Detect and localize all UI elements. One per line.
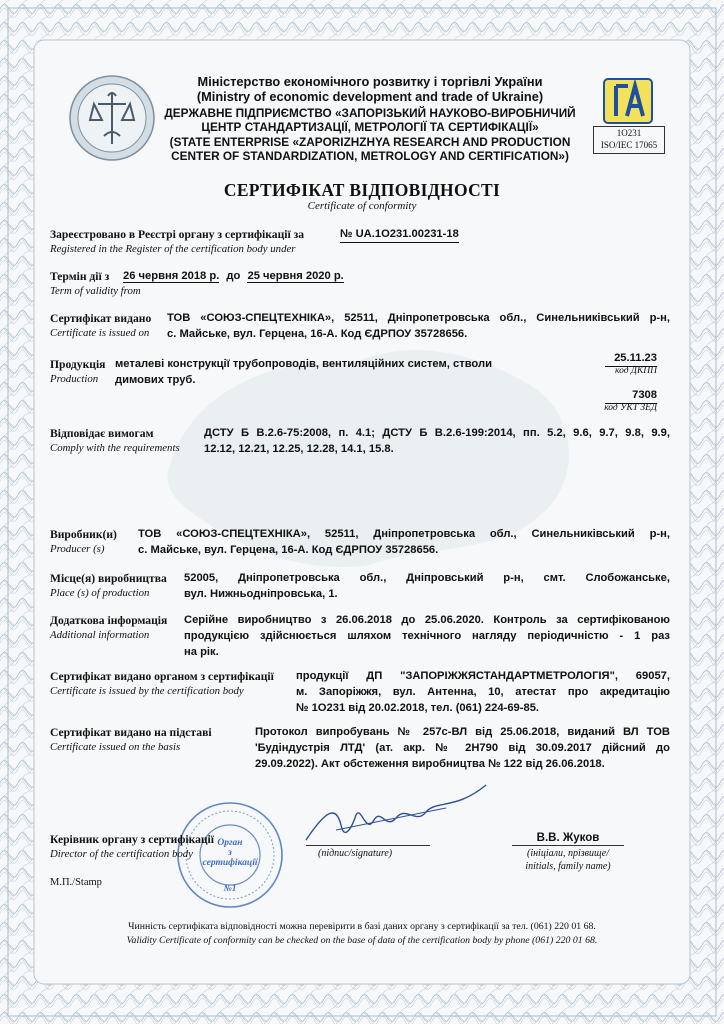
stamp-line3: сертифікації: [202, 858, 258, 868]
product-line1: металеві конструкції трубопроводів, вентиляційних систем, стволи: [115, 358, 492, 370]
accreditation-code: 1O231: [616, 128, 642, 138]
name-caption-1: (ініціали, прізвище/: [526, 848, 610, 859]
validity-label-ua: Термін дії з: [50, 270, 110, 283]
product-label-en: Production: [50, 373, 99, 385]
place-line2: вул. Нижньодніпровська, 1.: [184, 588, 338, 600]
requirements-label-ua: Відповідає вимогам: [50, 427, 154, 440]
issued-to-line2: с. Майське, вул. Герцена, 16-А. Код ЄДРПОУ 35728656.: [167, 328, 468, 340]
issued-by-label-ua: Сертифікат видано органом з сертифікації: [50, 670, 274, 683]
accreditation-standard: ISO/IEC 17065: [600, 140, 658, 150]
issued-to-label-en: Certificate is issued on: [50, 327, 150, 339]
issued-by-line1: продукції ДП "ЗАПОРІЖЖЯСТАНДАРТМЕТРОЛОГІЯ", 69057,: [296, 670, 670, 682]
product-label-ua: Продукція: [50, 358, 106, 371]
stamp-place-label: М.П./Stamp: [50, 877, 102, 888]
enterprise-en-2: CENTER OF STANDARDIZATION, METROLOGY AND CERTIFICATION»): [171, 149, 569, 163]
ukt-code: 7308: [605, 387, 657, 404]
issued-to-label-ua: Сертифікат видано: [50, 312, 152, 325]
additional-line1: Серійне виробництво з 26.06.2018 до 25.06.2020. Контроль за сертифікованою: [184, 614, 670, 626]
footer-en: Validity Certificate of conformity can be checked on the base of data of the certification body by phone (061) 220 01 68.: [126, 935, 598, 946]
basis-line2: 'Будіндустрія ЛТД' (ат. акр. № 2Н790 від 30.09.2017 дійсний до: [255, 742, 670, 754]
producer-line2: с. Майське, вул. Герцена, 16-А. Код ЄДРПОУ 35728656.: [138, 544, 439, 556]
validity-label-en: Term of validity from: [50, 285, 141, 297]
basis-line3: 29.09.2022). Акт обстеження виробництва № 122 від 26.06.2018.: [255, 758, 605, 770]
validity-from: 26 червня 2018 р.: [123, 270, 220, 282]
enterprise-ua-1: ДЕРЖАВНЕ ПІДПРИЄМСТВО «ЗАПОРІЗЬКИЙ НАУКОВО-ВИРОБНИЧИЙ: [164, 106, 576, 120]
name-line: [512, 845, 624, 846]
stamp-number: №1: [223, 883, 237, 893]
issued-by-label-en: Certificate is issued by the certification body: [50, 685, 244, 697]
validity-to-word: до: [226, 270, 241, 282]
place-label-en: Place (s) of production: [50, 587, 150, 599]
additional-line3: на рік.: [184, 646, 219, 658]
director-name: В.В. Жуков: [536, 832, 600, 844]
producer-line1: ТОВ «СОЮЗ-СПЕЦТЕХНІКА», 52511, Дніпропетровська обл., Синельниківський р-н,: [138, 528, 670, 540]
dkpp-label: код ДКПП: [615, 366, 657, 376]
issued-to-line1: ТОВ «СОЮЗ-СПЕЦТЕХНІКА», 52511, Дніпропетровська обл., Синельниківський р-н,: [167, 312, 670, 324]
registered-label-en: Registered in the Register of the certification body under: [50, 243, 296, 255]
producer-label-en: Producer (s): [50, 543, 105, 555]
place-label-ua: Місце(я) виробництва: [50, 572, 167, 585]
signature-line: [306, 845, 430, 846]
handwritten-signature: [296, 780, 496, 855]
additional-label-en: Additional information: [50, 629, 150, 641]
basis-line1: Протокол випробувань № 257с-ВЛ від 25.06.2018, виданий ВЛ ТОВ: [255, 726, 670, 738]
signature-caption: (підпис/signature): [318, 848, 393, 859]
validity-range: [123, 268, 344, 284]
stamp-line2: з: [228, 848, 232, 858]
accreditation-box: [593, 126, 665, 154]
validity-to: 25 червня 2020 р.: [247, 270, 344, 282]
registered-label-ua: Зареєстровано в Реєстрі органу з сертифікації за: [50, 228, 305, 241]
dkpp-code: 25.11.23: [605, 350, 657, 367]
basis-label-ua: Сертифікат видано на підставі: [50, 726, 212, 739]
ministry-en: (Ministry of economic development and trade of Ukraine): [196, 89, 544, 104]
basis-label-en: Certificate issued on the basis: [50, 741, 181, 753]
issued-by-line2: м. Запоріжжя, вул. Антенна, 10, атестат про акредитацію: [296, 686, 670, 698]
requirements-line1: ДСТУ Б В.2.6-75:2008, п. 4.1; ДСТУ Б В.2.6-199:2014, пп. 5.2, 9.6, 9.7, 9.8, 9.9,: [204, 427, 670, 439]
ukt-label: код УКТ ЗЕД: [604, 403, 657, 413]
ministry-ua: Міністерство економічного розвитку і торгівлі України: [197, 74, 543, 89]
registration-number: № UA.1O231.00231-18: [340, 226, 459, 243]
stamp-line1: Орган: [217, 838, 243, 848]
product-line2: димових труб.: [115, 374, 196, 386]
enterprise-ua-2: ЦЕНТР СТАНДАРТИЗАЦІЇ, МЕТРОЛОГІЇ ТА СЕРТИФІКАЦІЇ»: [201, 120, 539, 134]
additional-line2: продукцією здійснюється шляхом технічного нагляду періодичністю - 1 раз: [184, 630, 670, 642]
certificate-title: СЕРТИФІКАТ ВІДПОВІДНОСТІ: [223, 180, 501, 200]
producer-label-ua: Виробник(и): [50, 528, 117, 541]
director-label-en: Director of the certification body: [50, 848, 193, 860]
issued-by-line3: № 1O231 від 20.02.2018, тел. (061) 224-69-85.: [296, 702, 540, 714]
director-label-ua: Керівник органу з сертифікації: [50, 833, 214, 846]
requirements-line2: 12.12, 12.21, 12.25, 12.28, 14.1, 15.8.: [204, 443, 394, 455]
certificate-subtitle: Certificate of conformity: [307, 200, 417, 212]
requirements-label-en: Comply with the requirements: [50, 442, 180, 454]
footer-ua: Чинність сертифіката відповідності можна перевірити в базі даних органу з сертифікації за тел. (061) 220 01 68.: [128, 921, 596, 932]
additional-label-ua: Додаткова інформація: [50, 614, 168, 627]
name-caption-2: initials, family name): [525, 861, 611, 872]
enterprise-en-1: (STATE ENTERPRISE «ZAPORIZHZHYA RESEARCH AND PRODUCTION: [169, 135, 571, 149]
accreditation-logo-icon: [603, 78, 653, 124]
ministry-emblem-icon: [68, 74, 156, 162]
place-line1: 52005, Дніпропетровська обл., Дніпровський р-н, смт. Слобожанське,: [184, 572, 670, 584]
